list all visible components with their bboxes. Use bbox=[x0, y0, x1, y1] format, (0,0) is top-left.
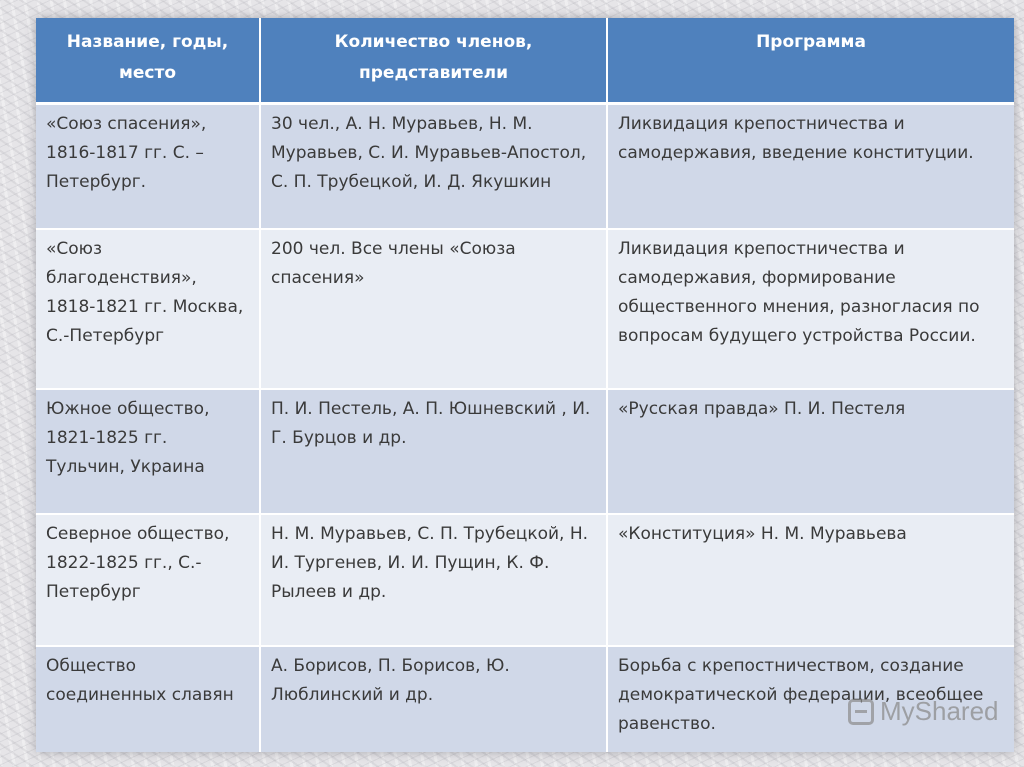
cell-members: 200 чел. Все члены «Союза спасения» bbox=[260, 229, 607, 389]
table-row bbox=[36, 389, 1014, 514]
cell-members: П. И. Пестель, А. П. Юшневский , И. Г. Бурцов и др. bbox=[260, 389, 607, 514]
header-program: Программа bbox=[607, 18, 1014, 103]
cell-name: Общество соединенных славян bbox=[36, 646, 260, 752]
cell-members: 30 чел., А. Н. Муравьев, Н. М. Муравьев, С. И. Муравьев-Апостол, С. П. Трубецкой, И. Д. Якушкин bbox=[260, 103, 607, 229]
table-row bbox=[36, 514, 1014, 646]
cell-name: Северное общество, 1822-1825 гг., С.-Петербург bbox=[36, 514, 260, 646]
table-row bbox=[36, 646, 1014, 752]
header-name-years-place: Название, годы, место bbox=[36, 18, 260, 103]
cell-name: «Союз спасения», 1816-1817 гг. С. – Петербург. bbox=[36, 103, 260, 229]
decembrist-societies-table bbox=[36, 18, 1014, 752]
cell-program: Ликвидация крепостничества и самодержавия, введение конституции. bbox=[607, 103, 1014, 229]
cell-program: «Конституция» Н. М. Муравьева bbox=[607, 514, 1014, 646]
cell-name: «Союз благоденствия», 1818-1821 гг. Москва, С.-Петербург bbox=[36, 229, 260, 389]
cell-members: Н. М. Муравьев, С. П. Трубецкой, Н. И. Тургенев, И. И. Пущин, К. Ф. Рылеев и др. bbox=[260, 514, 607, 646]
table-header-row bbox=[36, 18, 1014, 103]
header-members: Количество членов, представители bbox=[260, 18, 607, 103]
cell-members: А. Борисов, П. Борисов, Ю. Люблинский и др. bbox=[260, 646, 607, 752]
slide bbox=[36, 18, 1014, 752]
table-row bbox=[36, 229, 1014, 389]
cell-program: Ликвидация крепостничества и самодержавия, формирование общественного мнения, разногласия по вопросам будущего устройства России. bbox=[607, 229, 1014, 389]
cell-name: Южное общество, 1821-1825 гг. Тульчин, Украина bbox=[36, 389, 260, 514]
watermark-text: MyShared bbox=[880, 696, 999, 726]
table-row bbox=[36, 103, 1014, 229]
cell-program: «Русская правда» П. И. Пестеля bbox=[607, 389, 1014, 514]
cell-program: Борьба с крепостничеством, создание демократической федерации, всеобщее равенство. bbox=[607, 646, 1014, 752]
